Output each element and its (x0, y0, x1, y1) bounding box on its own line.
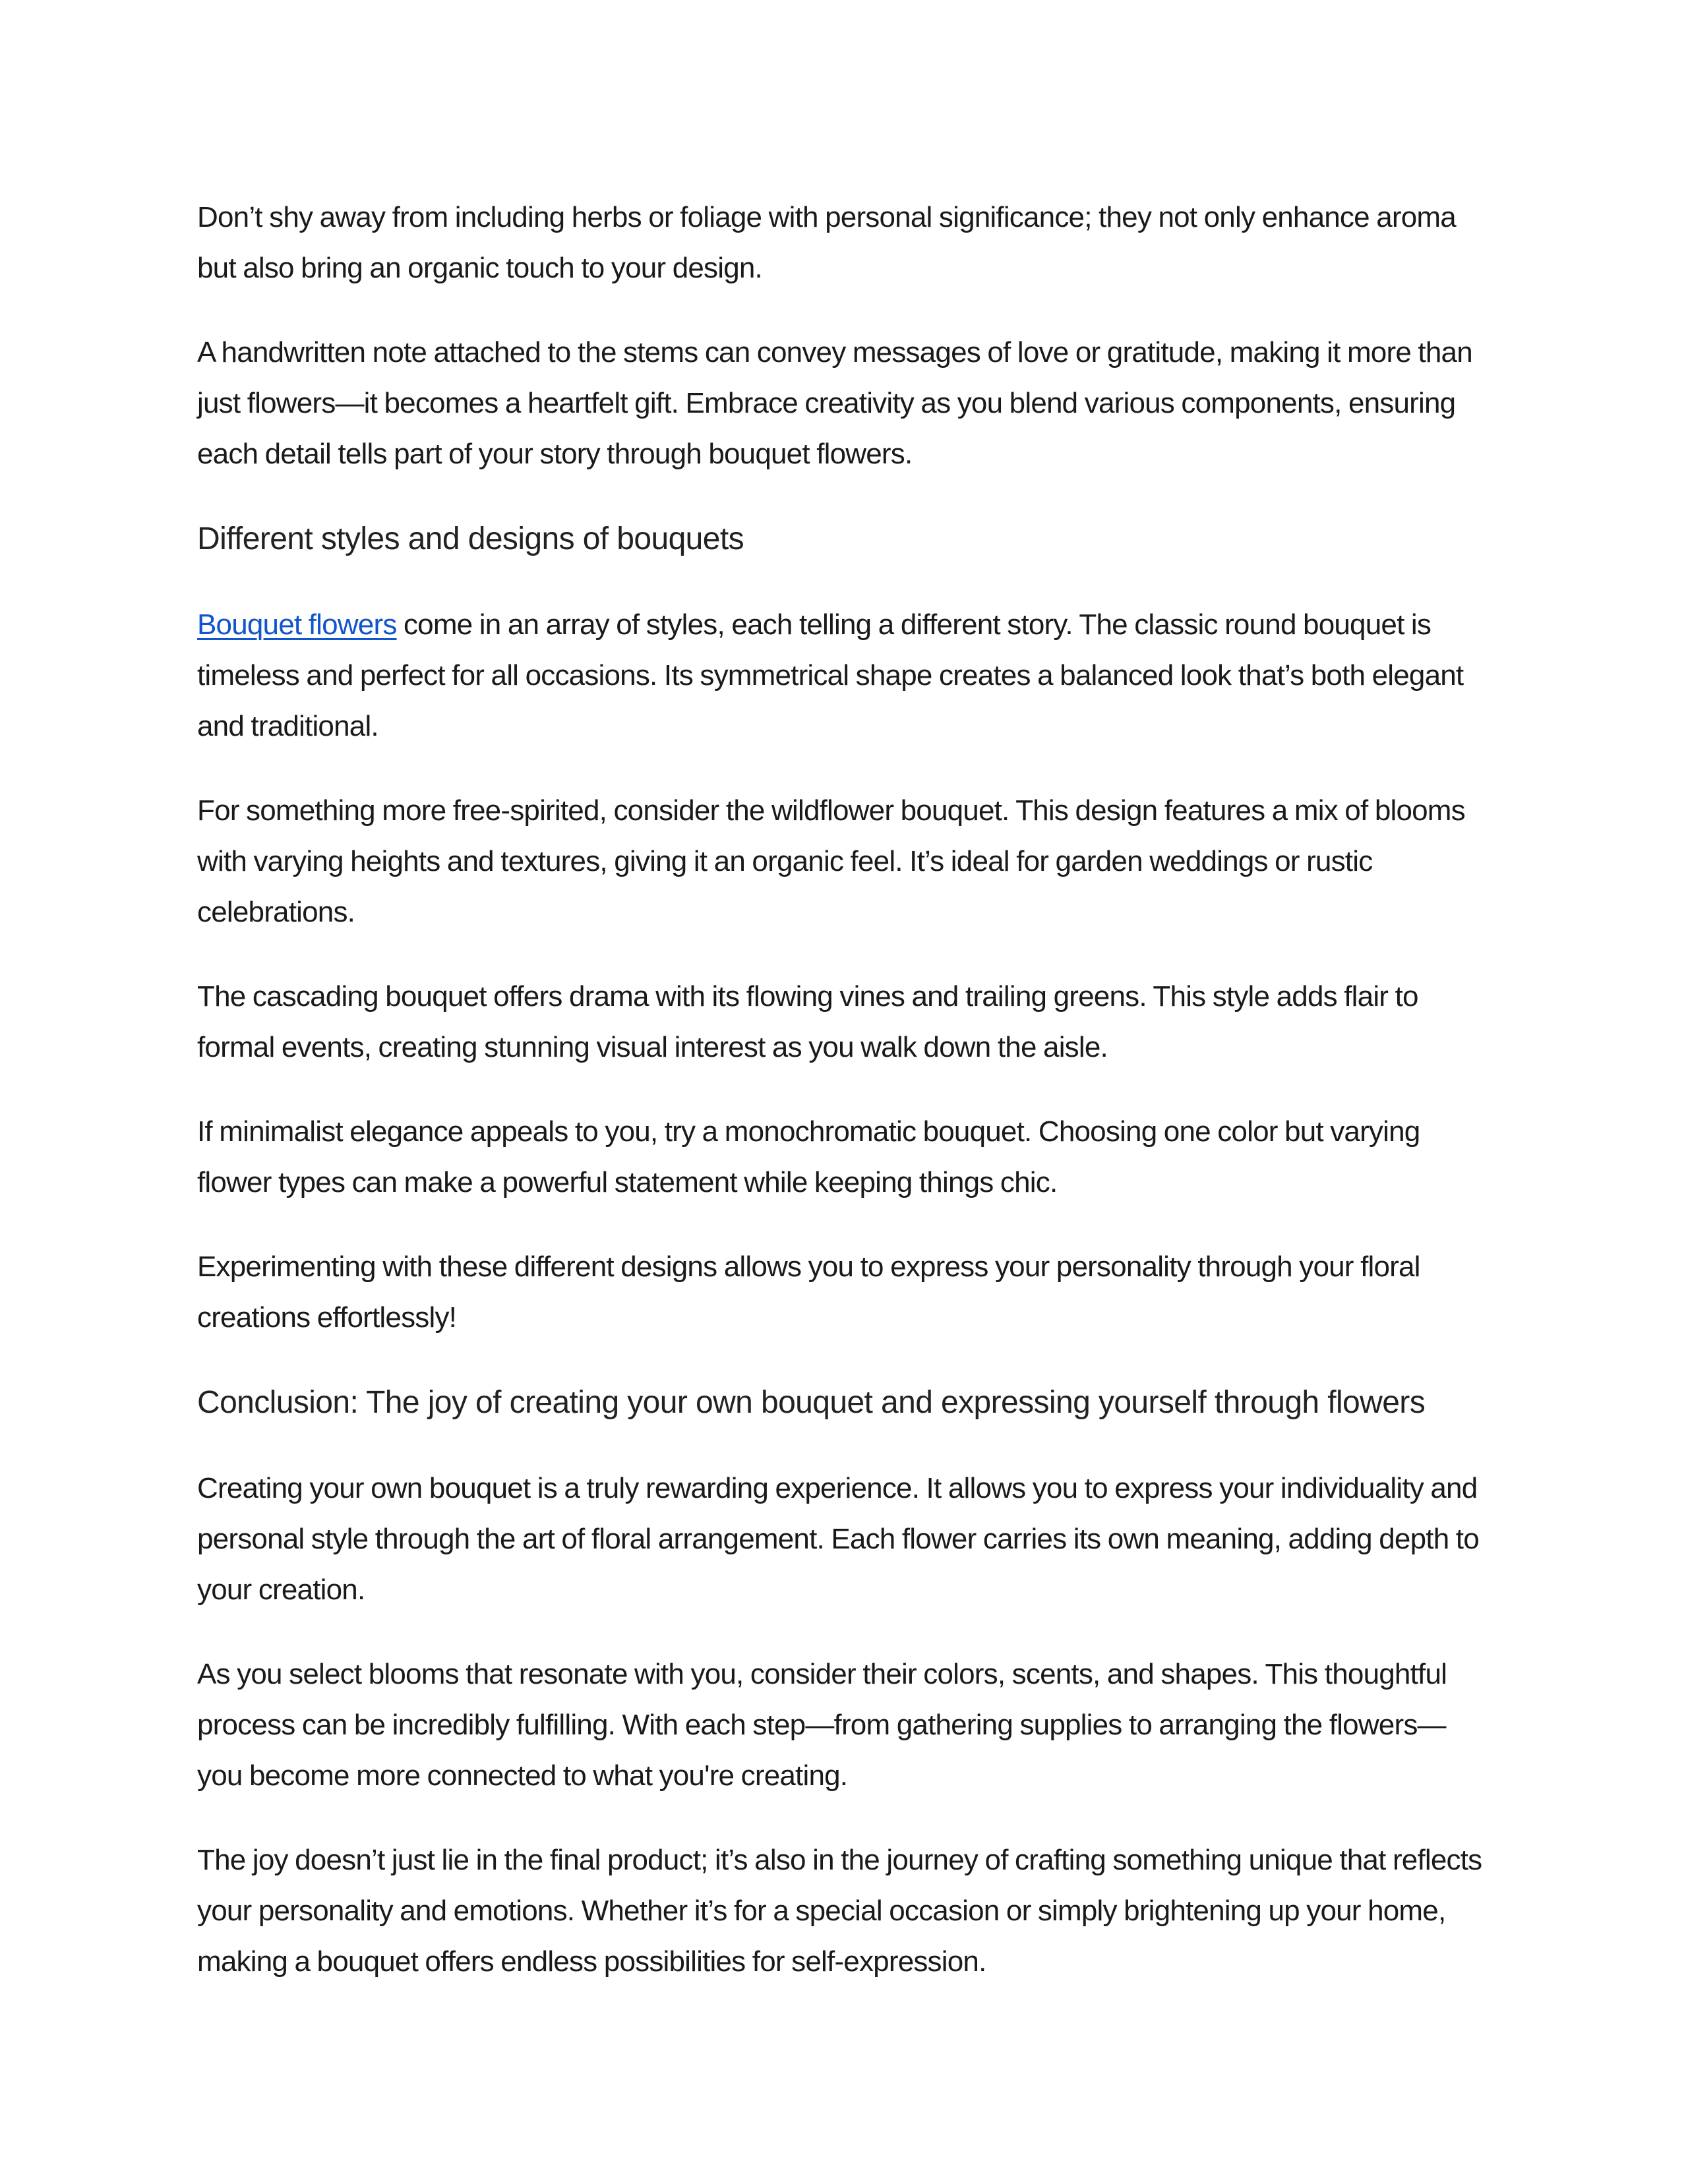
styles-paragraph-classic-text: come in an array of styles, each telling a different story. The classic round bouquet is timeless and perfect for all occasions. Its symmetrical shape creates a balanced look that’s both elegant and traditional. (197, 608, 1464, 742)
bouquet-flowers-link[interactable]: Bouquet flowers (197, 608, 397, 641)
styles-paragraph-experimenting: Experimenting with these different designs allows you to express your personality through your floral creations effortlessly! (197, 1251, 1420, 1334)
intro-paragraph-herbs: Don’t shy away from including herbs or foliage with personal significance; they not only enhance aroma but also bring an organic touch to your design. (197, 201, 1456, 284)
styles-paragraph-classic (197, 599, 1490, 752)
conclusion-section-heading: Conclusion: The joy of creating your own bouquet and expressing yourself through flowers (197, 1385, 1426, 1420)
styles-paragraph-wildflower: For something more free-spirited, consider the wildflower bouquet. This design features a mix of blooms with varying heights and textures, giving it an organic feel. It’s ideal for garden weddings or rustic celebrations. (197, 794, 1465, 928)
conclusion-paragraph-joy: The joy doesn’t just lie in the final product; it’s also in the journey of crafting something unique that reflects your personality and emotions. Whether it’s for a special occasion or simply brightening up your home, making a bouquet offers endless possibilities for self-expression. (197, 1844, 1482, 1978)
styles-paragraph-monochromatic: If minimalist elegance appeals to you, try a monochromatic bouquet. Choosing one color but varying flower types can make a powerful statement while keeping things chic. (197, 1115, 1420, 1198)
document-page (197, 192, 1490, 2021)
conclusion-paragraph-select-blooms: As you select blooms that resonate with you, consider their colors, scents, and shapes. This thoughtful process can be incredibly fulfilling. With each step—from gathering supplies to arranging the flowers—you become more connected to what you're creating. (197, 1658, 1447, 1792)
styles-section-heading: Different styles and designs of bouquets (197, 521, 744, 556)
intro-paragraph-note: A handwritten note attached to the stems can convey messages of love or gratitude, making it more than just flowers—it becomes a heartfelt gift. Embrace creativity as you blend various components, ensuring each detail tells part of your story through bouquet flowers. (197, 336, 1472, 470)
conclusion-paragraph-rewarding: Creating your own bouquet is a truly rewarding experience. It allows you to express your individuality and personal style through the art of floral arrangement. Each flower carries its own meaning, adding depth to your creation. (197, 1472, 1479, 1606)
styles-paragraph-cascading: The cascading bouquet offers drama with its flowing vines and trailing greens. This style adds flair to formal events, creating stunning visual interest as you walk down the aisle. (197, 980, 1418, 1063)
